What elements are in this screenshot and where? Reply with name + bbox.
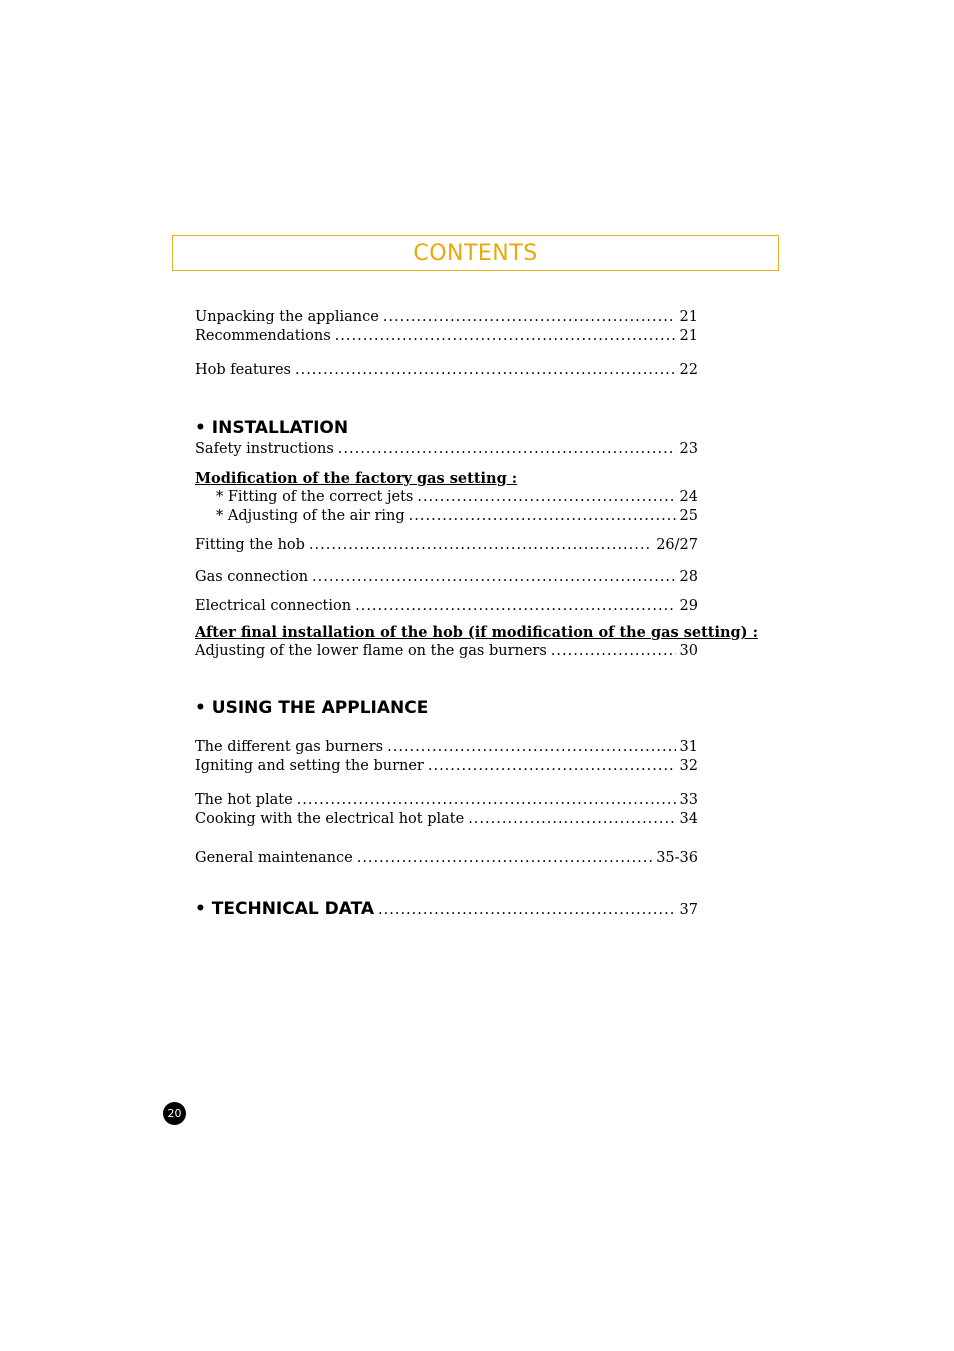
page-title: CONTENTS	[413, 240, 538, 266]
subheading-modification: Modification of the factory gas setting :	[195, 470, 518, 487]
toc-entry-fitting[interactable]: Fitting the hob ..... 26/27	[195, 536, 698, 555]
toc-entry-igniting[interactable]: Igniting and setting the burner ..... 32	[195, 757, 698, 776]
subheading-after-installation: After final installation of the hob (if modification of the gas setting) :	[195, 624, 758, 641]
toc-entry-maintenance[interactable]: General maintenance ..... 35-36	[195, 849, 698, 868]
toc-entry-technical-data[interactable]: • TECHNICAL DATA ..... 37	[195, 900, 698, 920]
section-installation: • INSTALLATION	[195, 418, 349, 438]
toc-entry-lower-flame[interactable]: Adjusting of the lower flame on the gas burners ..... 30	[195, 642, 698, 661]
section-using: • USING THE APPLIANCE	[195, 698, 429, 718]
toc-entry-unpacking[interactable]: Unpacking the appliance ..... 21	[195, 308, 698, 327]
toc-entry-air-ring[interactable]: * Adjusting of the air ring ..... 25	[195, 507, 698, 526]
toc-entry-gas[interactable]: Gas connection ..... 28	[195, 568, 698, 587]
toc-entry-safety[interactable]: Safety instructions ..... 23	[195, 440, 698, 459]
toc-entry-hot-plate[interactable]: The hot plate ..... 33	[195, 791, 698, 810]
toc-entry-jets[interactable]: * Fitting of the correct jets ..... 24	[195, 488, 698, 507]
contents-title-box	[172, 235, 779, 271]
toc-entry-electrical[interactable]: Electrical connection ..... 29	[195, 597, 698, 616]
toc-entry-hob-features[interactable]: Hob features ..... 22	[195, 361, 698, 380]
toc-entry-cooking[interactable]: Cooking with the electrical hot plate ..... 34	[195, 810, 698, 829]
toc-entry-recommendations[interactable]: Recommendations ..... 21	[195, 327, 698, 346]
toc-entry-burners[interactable]: The different gas burners ..... 31	[195, 738, 698, 757]
page-number-badge: 20	[163, 1102, 186, 1125]
